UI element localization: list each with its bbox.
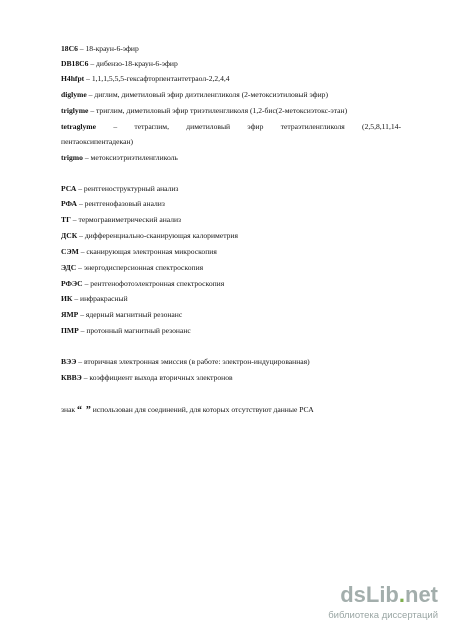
abbr-term: ТГ <box>61 215 71 224</box>
abbr-definition: – дибензо-18-краун-6-эфир <box>88 59 178 68</box>
abbr-term: РФА <box>61 199 78 208</box>
abbr-ik <box>61 293 401 304</box>
abbr-vee <box>61 356 401 367</box>
abbr-triglyme <box>61 105 401 116</box>
note-prefix: знак <box>61 405 78 414</box>
abbr-term: tetraglyme <box>61 122 96 131</box>
note-suffix: использован для соединений, для которых отсутствуют данные РСА <box>90 405 314 414</box>
abbr-definition: – сканирующая электронная микроскопия <box>78 247 217 256</box>
abbr-term: КВВЭ <box>61 373 82 382</box>
abbr-definition: – вторичная электронная эмиссия (в работе: электрон-индуцированная) <box>76 357 310 366</box>
dslib-watermark <box>308 582 438 626</box>
abbr-term: DB18C6 <box>61 59 89 68</box>
abbr-diglyme <box>61 89 401 100</box>
abbr-tetraglyme-continuation <box>61 136 401 147</box>
abbr-definition: – коэффициент выхода вторичных электронов <box>81 373 233 382</box>
note-quote-open: “ <box>77 405 83 416</box>
abbr-definition: – 1,1,1,5,5,5-гексафторпентантетраол-2,2,4,4 <box>84 74 230 83</box>
abbr-definition: – триглим, диметиловый эфир триэтиленгликоля (1,2-бис(2-метоксиэтокс-этан) <box>88 106 348 115</box>
abbr-sem <box>61 246 401 257</box>
abbr-tg <box>61 214 401 225</box>
abbr-eds <box>61 262 401 273</box>
abbr-definition: – энергодисперсионная спектроскопия <box>76 263 204 272</box>
abbr-definition: – рентгеноструктурный анализ <box>76 184 179 193</box>
abbr-definition: – рентгенофотоэлектронная спектроскопия <box>82 279 225 288</box>
abbr-definition: – ядерный магнитный резонанс <box>78 310 183 319</box>
abbr-term: ВЭЭ <box>61 357 77 366</box>
abbr-definition: – тетраглим, диметиловый эфир тетраэтиленгликоля (2,5,8,11,14- <box>96 122 401 131</box>
abbr-term: СЭМ <box>61 247 79 256</box>
abbr-kvve <box>61 372 401 383</box>
dslib-logo: dsLib.net <box>340 582 438 607</box>
abbr-pmr <box>61 325 401 336</box>
abbr-definition: – термогравиметрический анализ <box>70 215 182 224</box>
abbr-term: РФЭС <box>61 279 83 288</box>
abbr-term: РСА <box>61 184 77 193</box>
dslib-subtitle: библиотека диссертаций <box>328 610 438 621</box>
abbr-rfa <box>61 198 401 209</box>
abbr-term: H4hfpt <box>61 74 85 83</box>
abbr-definition: – протонный магнитный резонанс <box>78 326 191 335</box>
quote-sign-note <box>61 404 401 416</box>
abbr-yamr <box>61 309 401 320</box>
abbr-definition: – дифференциально-сканирующая калориметрия <box>77 231 238 240</box>
abbr-18c6 <box>61 43 401 54</box>
abbr-term: trigmo <box>61 153 83 162</box>
abbr-definition: – диглим, диметиловый эфир диэтиленгликоля (2-метоксиэтиловый эфир) <box>86 90 328 99</box>
note-quote-close: ” <box>85 405 91 416</box>
abbr-tetraglyme <box>61 121 401 132</box>
abbr-definition: – 18-краун-6-эфир <box>77 44 139 53</box>
abbr-rsa <box>61 183 401 194</box>
abbr-definition: – метоксиэтриэтиленгликоль <box>82 153 178 162</box>
abbr-trigmo <box>61 152 401 163</box>
abbr-term: triglyme <box>61 106 89 115</box>
abbr-definition: – инфракрасный <box>72 294 128 303</box>
abbr-term: ИК <box>61 294 73 303</box>
abbr-term: ДСК <box>61 231 78 240</box>
abbr-term: ЯМР <box>61 310 79 319</box>
abbr-h4hfpt <box>61 73 401 84</box>
abbr-term: ЭДС <box>61 263 77 272</box>
abbr-definition-continuation: пентаоксипентадекан) <box>61 137 134 146</box>
abbr-dsk <box>61 230 401 241</box>
abbr-term: diglyme <box>61 90 87 99</box>
abbr-definition: – рентгенофазовый анализ <box>77 199 165 208</box>
abbr-term: ПМР <box>61 326 79 335</box>
abbr-term: 18C6 <box>61 44 78 53</box>
abbr-rfes <box>61 278 401 289</box>
abbr-db18c6 <box>61 58 401 69</box>
